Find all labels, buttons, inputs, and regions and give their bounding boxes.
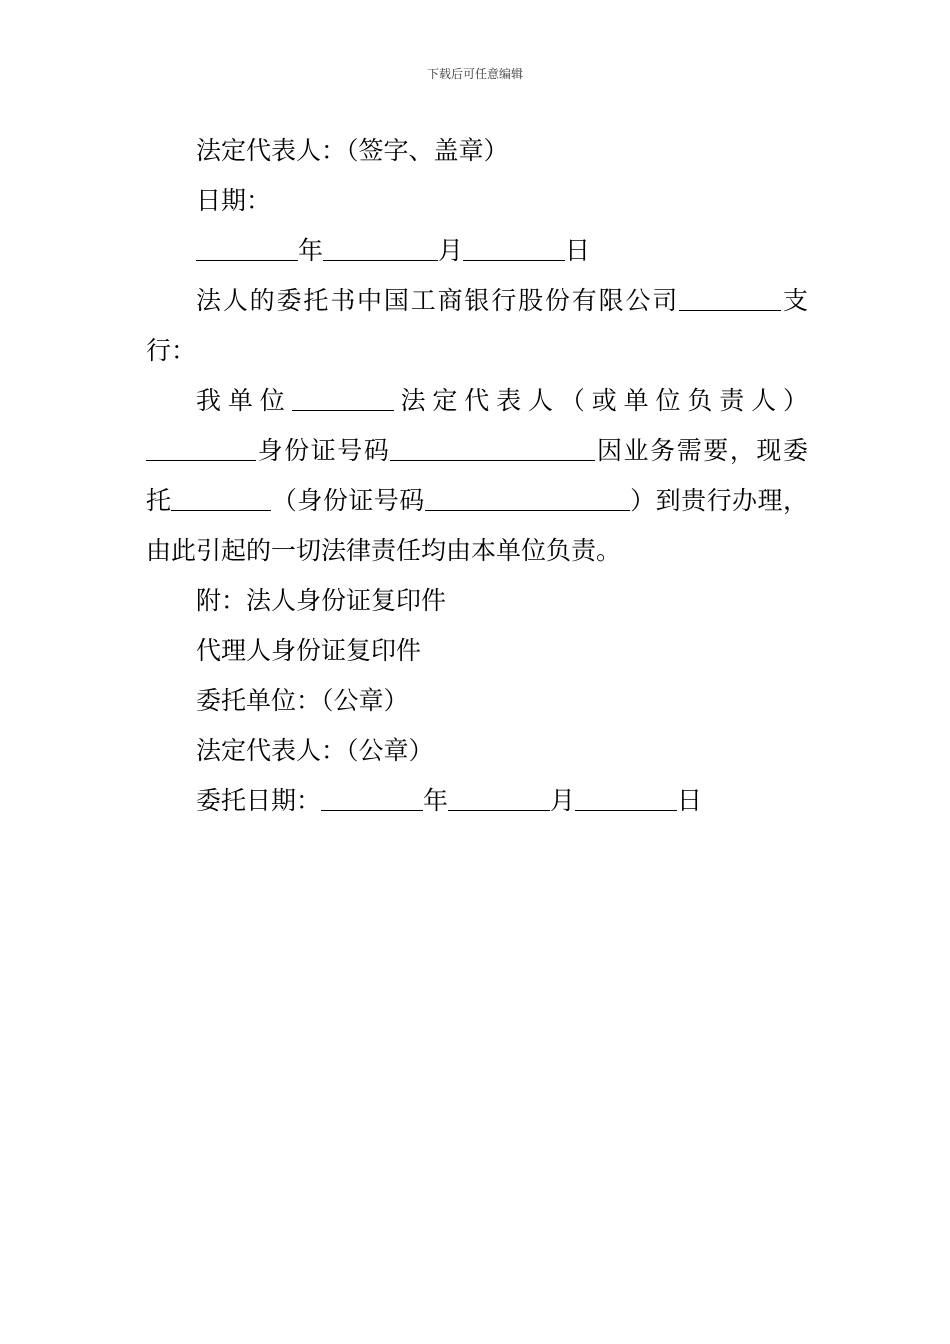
body-part-2: 法定代表人（或单位负责人） [393, 386, 808, 415]
legal-rep-name-blank [146, 434, 256, 461]
entrust-day-blank [575, 784, 677, 811]
date-fill-line [146, 226, 808, 276]
day-label: 日 [565, 236, 591, 265]
document-body [146, 126, 808, 826]
body-part-5: （身份证号码 [271, 486, 425, 515]
entrust-month-label: 月 [550, 786, 576, 815]
body-part-3: 身份证号码 [256, 436, 391, 465]
body-part-1: 我单位 [196, 386, 292, 415]
agent-id-blank [425, 484, 630, 511]
attachment-line-2: 代理人身份证复印件 [196, 636, 422, 665]
month-blank [323, 234, 438, 261]
agent-name-blank [171, 484, 271, 511]
entrusting-unit-line: 委托单位：（公章） [196, 686, 409, 715]
date-label: 日期： [196, 186, 272, 215]
title-paragraph [146, 276, 808, 376]
legal-rep-seal-line: 法定代表人：（公章） [196, 736, 434, 765]
body-part-4: 因业务需要，现委托 [146, 436, 808, 515]
month-label: 月 [438, 236, 464, 265]
page-header: 下载后可任意编辑 [426, 67, 523, 81]
legal-rep-id-blank [390, 434, 595, 461]
year-label: 年 [298, 236, 324, 265]
body-paragraph [146, 376, 808, 576]
branch-blank [679, 284, 781, 311]
attachment-line-1: 附：法人身份证复印件 [196, 586, 447, 615]
entrust-date-line [146, 776, 808, 826]
entrust-date-label: 委托日期： [196, 786, 322, 815]
entrust-day-label: 日 [677, 786, 703, 815]
entrust-month-blank [448, 784, 550, 811]
day-blank [463, 234, 565, 261]
unit-blank [292, 384, 394, 411]
title-text: 法人的委托书中国工商银行股份有限公司 [196, 286, 680, 315]
entrust-year-label: 年 [423, 786, 449, 815]
body-part-6: ）到贵行办理，由此引起的一切法律责任均由本单位负责。 [146, 486, 808, 565]
year-blank [196, 234, 298, 261]
title-suffix: 支行： [146, 286, 808, 365]
signature-line: 法定代表人：（签字、盖章） [196, 136, 509, 165]
entrust-year-blank [321, 784, 423, 811]
